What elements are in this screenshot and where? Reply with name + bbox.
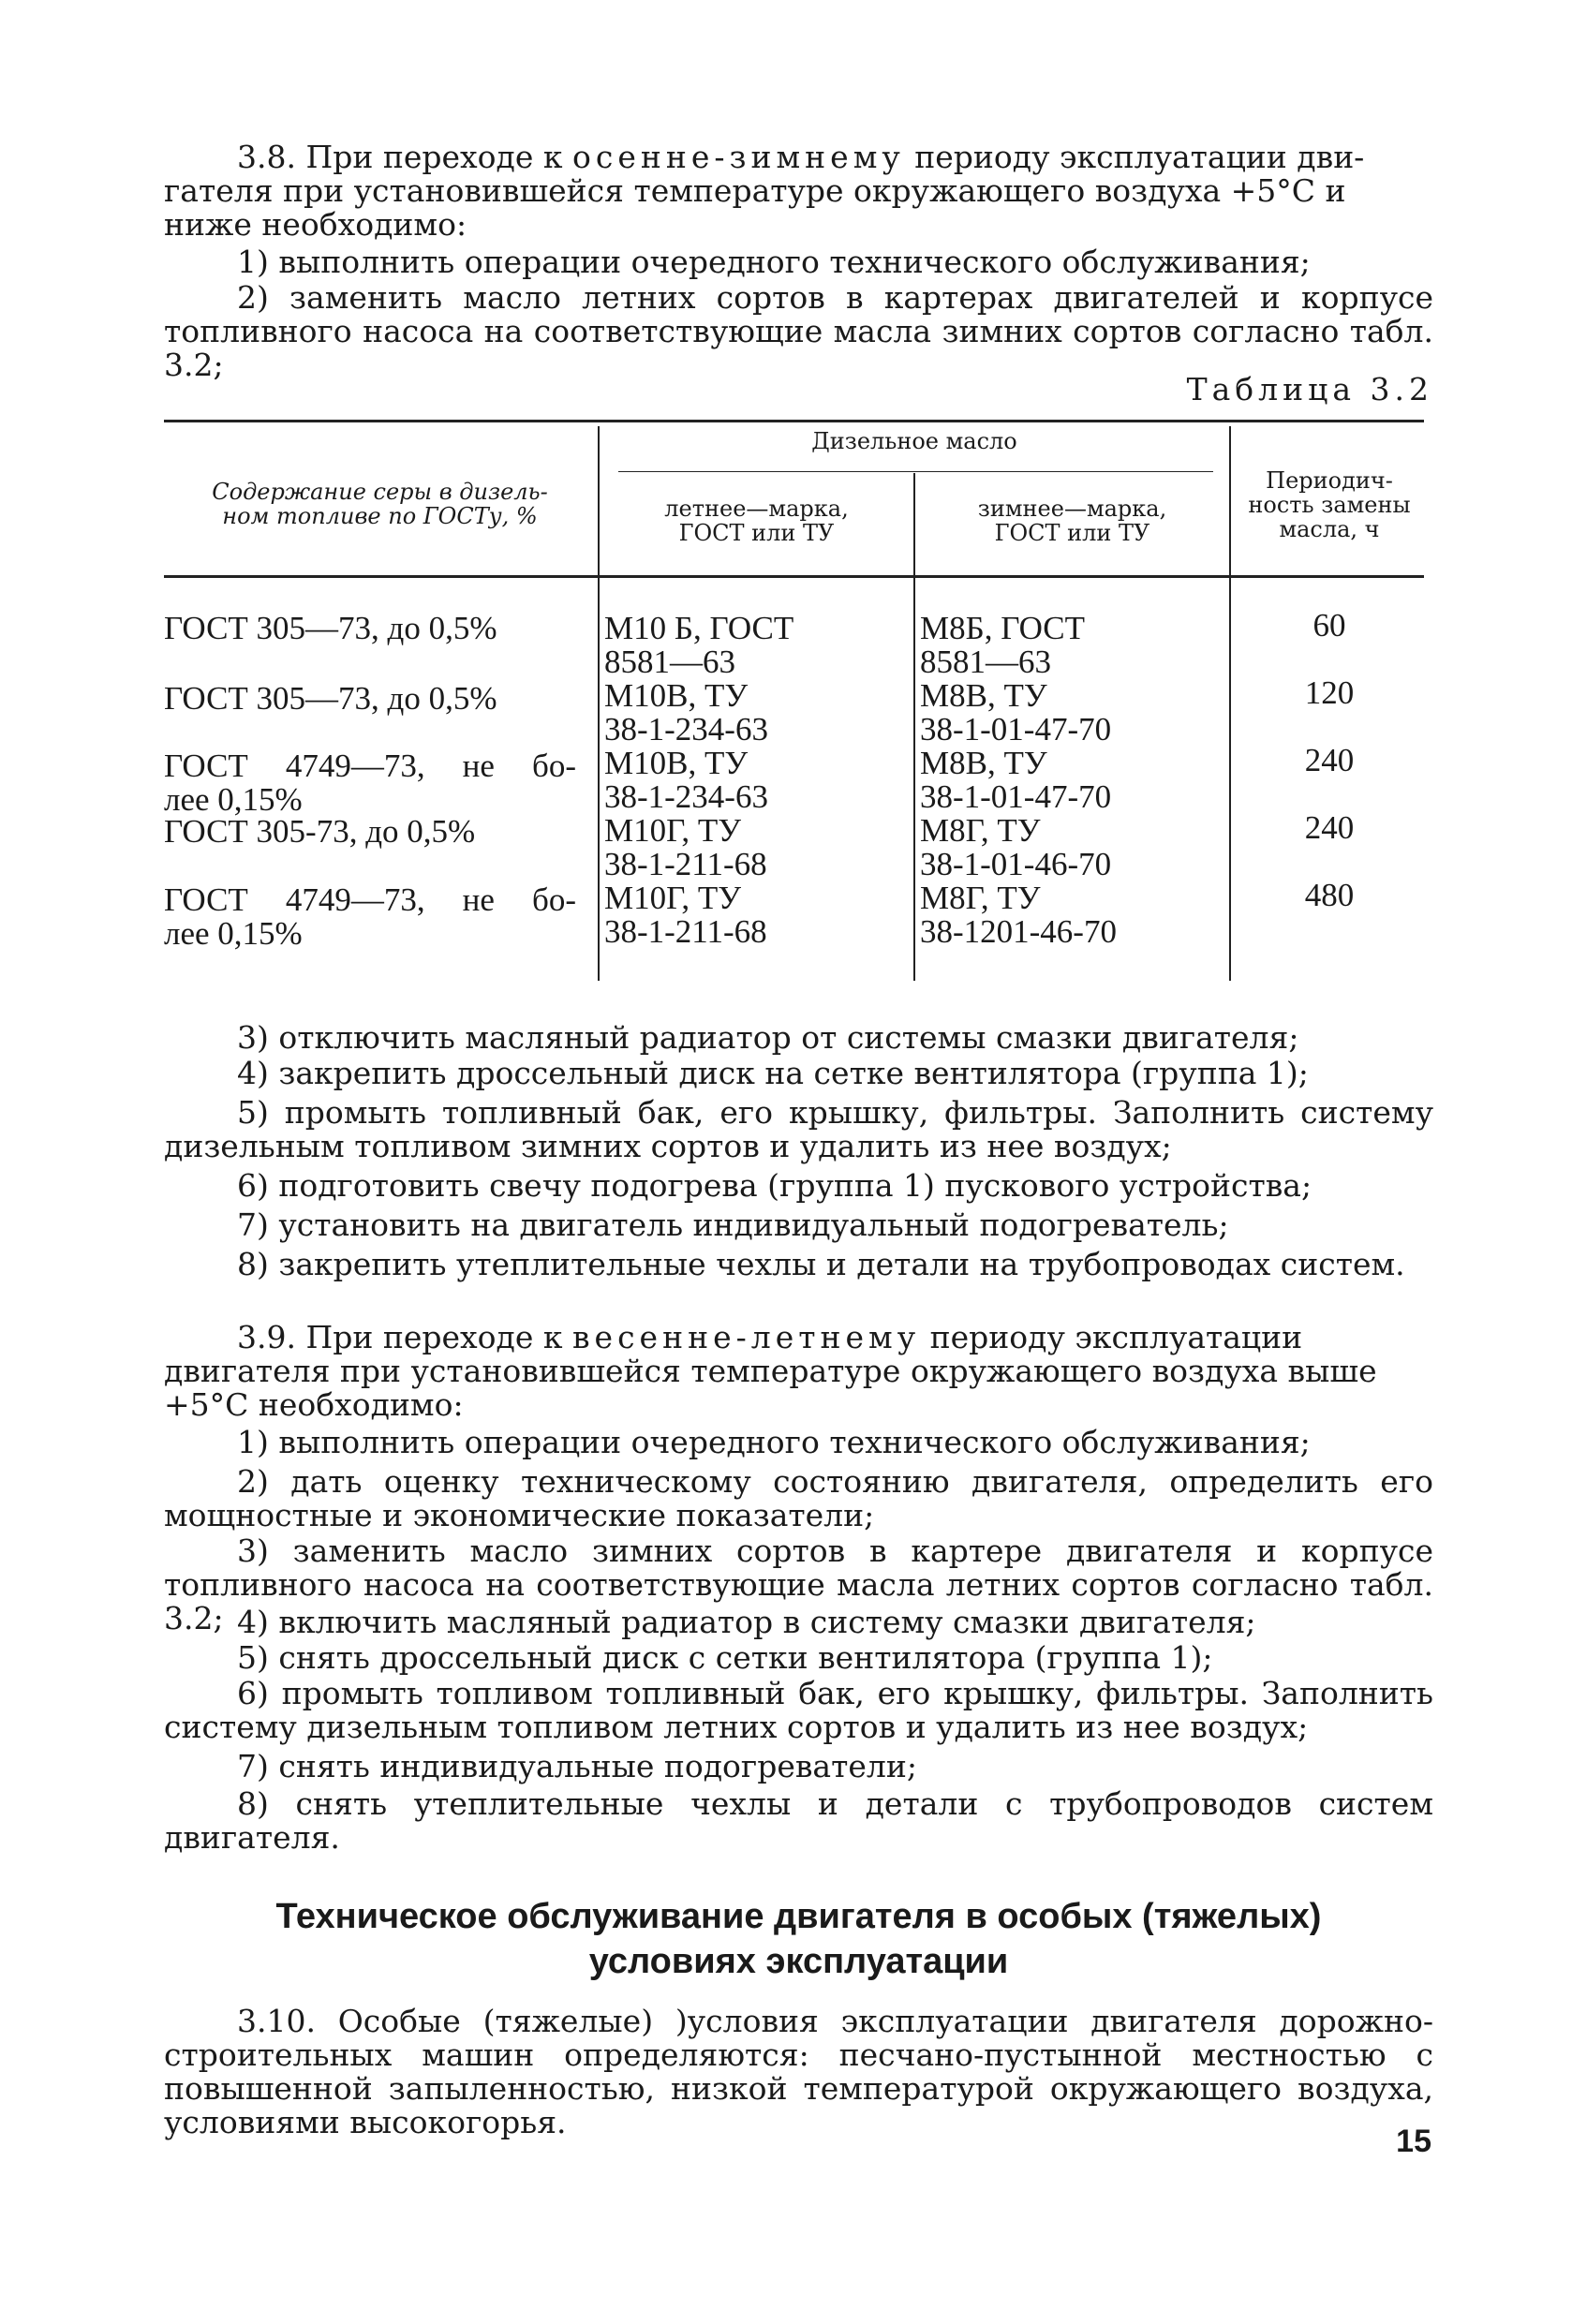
section-heading: Техническое обслуживание двигателя в особых (тяжелых) условиях эксплуатации: [275, 1897, 1322, 1981]
list-item: 5) снять дроссельный диск с сетки вентилятора (группа 1);: [237, 1639, 1213, 1676]
page-number: 15: [1396, 2124, 1431, 2159]
list-item: 5) промыть топливный бак, его крышку, фильтры. Заполнить систему дизельным топливом зимних сортов и удалить из нее воздух;: [164, 1094, 1433, 1164]
section-3-9-line-3: +5°С необходимо:: [164, 1386, 464, 1423]
emphasized-term: осенне-зимнему: [571, 139, 905, 175]
cell-winter: М8В, ТУ 38-1-01-47-70: [920, 745, 1112, 815]
cell-period: 240: [1304, 742, 1355, 778]
list-item: 8) снять утеплительные чехлы и детали с трубопроводов систем двигателя.: [164, 1785, 1433, 1856]
emphasized-term: весенне-летнему: [571, 1319, 921, 1355]
cell-sulfur: ГОСТ 4749—73, не бо-: [164, 881, 576, 918]
cell-winter: М8В, ТУ 38-1-01-47-70: [920, 677, 1112, 748]
list-item: 1) выполнить операции очередного технического обслуживания;: [237, 244, 1311, 280]
cell-period: 120: [1304, 674, 1355, 711]
header-sulfur: Содержание серы в дизель- ном топливе по ГОСТу, %: [212, 479, 548, 529]
table-row: [164, 612, 497, 645]
cell-summer: М10Г, ТУ 38-1-211-68: [604, 812, 767, 882]
cell-sulfur: ГОСТ 305—73, до 0,5%: [164, 610, 497, 646]
list-item: 7) установить на двигатель индивидуальный подогреватель;: [237, 1206, 1229, 1243]
list-item: 7) снять индивидуальные подогреватели;: [237, 1748, 917, 1784]
list-item: 8) закрепить утеплительные чехлы и детали на трубопроводах систем.: [237, 1246, 1405, 1282]
table-top-rule: [164, 420, 1424, 422]
cell-summer: М10В, ТУ 38-1-234-63: [604, 745, 768, 815]
cell-summer: М10 Б, ГОСТ 8581—63: [604, 610, 794, 680]
list-item: 2) дать оценку техническому состоянию двигателя, определить его мощностные и экономические показатели;: [164, 1463, 1433, 1533]
header-period: Периодич- ность замены масла, ч: [1248, 467, 1411, 542]
list-item: 6) промыть топливом топливный бак, его крышку, фильтры. Заполнить систему дизельным топливом летних сортов и удалить из нее воздух;: [164, 1675, 1433, 1745]
table-subheader-rule: [618, 471, 1213, 472]
cell-period: 60: [1312, 607, 1346, 644]
list-item: 4) закрепить дроссельный диск на сетке вентилятора (группа 1);: [237, 1055, 1309, 1091]
table-row: [164, 815, 475, 849]
cell-sulfur: ГОСТ 4749—73, не бо-: [164, 748, 576, 784]
table-vertical-rule: [913, 473, 915, 981]
cell-period: 240: [1304, 809, 1355, 846]
cell-winter: М8Б, ГОСТ 8581—63: [920, 610, 1086, 680]
cell-sulfur: ГОСТ 305-73, до 0,5%: [164, 813, 476, 850]
list-item: 3) отключить масляный радиатор от системы смазки двигателя;: [237, 1019, 1299, 1056]
cell-period: 480: [1304, 877, 1355, 913]
list-item: 1) выполнить операции очередного технического обслуживания;: [237, 1424, 1311, 1460]
table-row: ГОСТ 4749—73, не бо- лее 0,15%: [164, 748, 576, 818]
table-header-rule: [164, 575, 1424, 578]
cell-sulfur: ГОСТ 305—73, до 0,5%: [164, 680, 497, 717]
table-row: ГОСТ 4749—73, не бо- лее 0,15%: [164, 881, 576, 952]
section-3-9-line-2: двигателя при установившейся температуре окружающего воздуха выше: [164, 1353, 1377, 1389]
cell-summer: М10Г, ТУ 38-1-211-68: [604, 880, 767, 950]
section-3-10: 3.10. Особые (тяжелые) )условия эксплуатации двигателя дорожно-строительных машин определяются: песчано-пустынной местностью с повышенной запыленностью, низкой температурой окружающего воздуха, условиями высокогорья.: [164, 2003, 1433, 2140]
cell-summer: М10В, ТУ 38-1-234-63: [604, 677, 768, 748]
cell-winter: М8Г, ТУ 38-1201-46-70: [920, 880, 1117, 950]
header-winter-oil: зимнее—марка, ГОСТ или ТУ: [977, 496, 1167, 546]
cell-winter: М8Г, ТУ 38-1-01-46-70: [920, 812, 1112, 882]
section-3-8-line-1: 3.8. При переходе к осенне-зимнему периоду эксплуатации дви-: [237, 139, 1365, 175]
list-item: 4) включить масляный радиатор в систему смазки двигателя;: [237, 1604, 1256, 1640]
list-item: 2) заменить масло летних сортов в картерах двигателей и корпусе топливного насоса на соответствующие масла зимних сортов согласно табл. 3.2;: [164, 279, 1433, 383]
section-3-8-line-2: гателя при установившейся температуре окружающего воздуха +5°С и: [164, 172, 1346, 209]
section-3-9-line-1: 3.9. При переходе к весенне-летнему периоду эксплуатации: [237, 1319, 1303, 1355]
table-caption: Таблица 3.2: [1186, 371, 1433, 407]
list-item: 3) заменить масло зимних сортов в картере двигателя и корпусе топливного насоса на соответствующие масла летних сортов согласно табл. 3.2;: [164, 1532, 1433, 1636]
table-row: [164, 682, 497, 716]
header-summer-oil: летнее—марка, ГОСТ или ТУ: [664, 496, 849, 546]
header-diesel-oil: Дизельное масло: [811, 428, 1017, 454]
section-3-8-line-3: ниже необходимо:: [164, 206, 467, 243]
list-item: 6) подготовить свечу подогрева (группа 1) пускового устройства;: [237, 1167, 1312, 1204]
